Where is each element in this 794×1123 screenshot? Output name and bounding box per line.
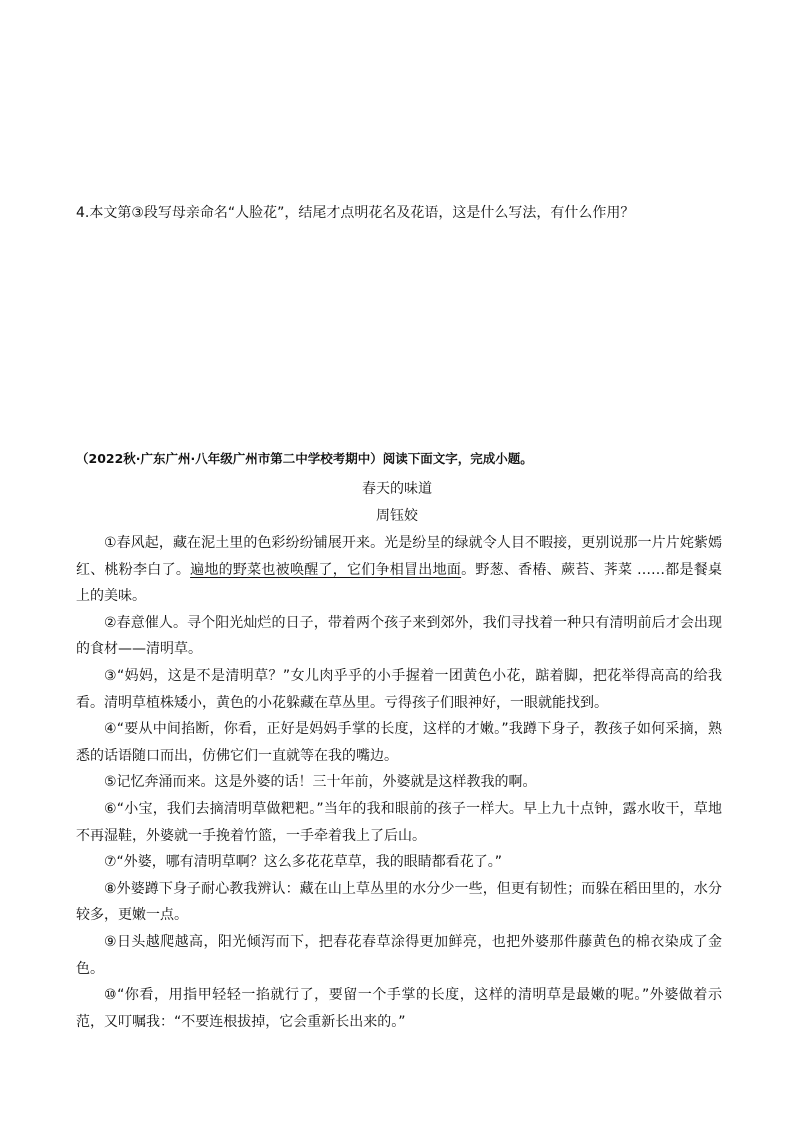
passage-author: 周钰姣 [376, 508, 418, 524]
paragraph-3: ③“妈妈，这是不是清明草？”女儿肉乎乎的小手握着一团黄色小花，踮着脚，把花举得高高的给我看。清明草植株矮小，黄色的小花躲藏在草丛里。亏得孩子们眼神好，一眼就能找到。 [76, 667, 722, 711]
passage-title: 春天的味道 [362, 481, 432, 497]
paragraph-4: ④“要从中间掐断，你看，正好是妈妈手掌的长度，这样的才嫩。”我蹲下身子，教孩子如何采摘，熟悉的话语随口而出，仿佛它们一直就等在我的嘴边。 [76, 721, 722, 764]
paragraph-9: ⑨日头越爬越高，阳光倾泻而下，把春花春草涂得更加鲜亮，也把外婆那件藤黄色的棉衣染成了金色。 [76, 933, 722, 977]
paragraph-1-text-a: ①春风起，藏在泥土里的色彩纷纷铺展开来。光是纷呈的绿就令人目不暇接，更别说那一片片姹紫嫣红、桃粉李白了。 [76, 535, 722, 578]
question-4 [76, 201, 736, 225]
paragraph-1 [76, 530, 722, 610]
question-4-text: 4.本文第③段写母亲命名“人脸花”，结尾才点明花名及花语，这是什么写法，有什么作用？ [76, 205, 635, 221]
paragraph-2: ②春意催人。寻个阳光灿烂的日子，带着两个孩子来到郊外，我们寻找着一种只有清明前后才会出现的食材——清明草。 [76, 614, 722, 658]
passage-body [76, 530, 722, 1035]
reading-source: （2022秋·广东广州·八年级广州市第二中学校考期中）阅读下面文字，完成小题。 [76, 451, 533, 466]
paragraph-8: ⑧外婆蹲下身子耐心教我辨认：藏在山上草丛里的水分少一些，但更有韧性；而躲在稻田里的，水分较多，更嫩一点。 [76, 880, 722, 924]
paragraph-7: ⑦“外婆，哪有清明草啊？这么多花花草草，我的眼睛都看花了。” [104, 854, 503, 871]
paragraph-1-text-b: 。野葱、香椿、蕨苔、荠菜 ……都是餐桌上的美味。 [76, 561, 723, 605]
paragraph-6: ⑥“小宝，我们去摘清明草做粑粑。”当年的我和眼前的孩子一样大。早上九十点钟，露水收干，草地不再湿鞋，外婆就一手挽着竹篮，一手牵着我上了后山。 [76, 800, 722, 844]
paragraph-5: ⑤记忆奔涌而来。这是外婆的话！三十年前，外婆就是这样教我的啊。 [104, 774, 537, 791]
paragraph-1-underlined-sentence: 遍地的野菜也被唤醒了，它们争相冒出地面 [190, 561, 462, 578]
paragraph-10: ⑩“你看，用指甲轻轻一掐就行了，要留一个手掌的长度，这样的清明草是最嫩的呢。”外婆做着示范，又叮嘱我：“不要连根拔掉，它会重新长出来的。” [76, 987, 722, 1030]
